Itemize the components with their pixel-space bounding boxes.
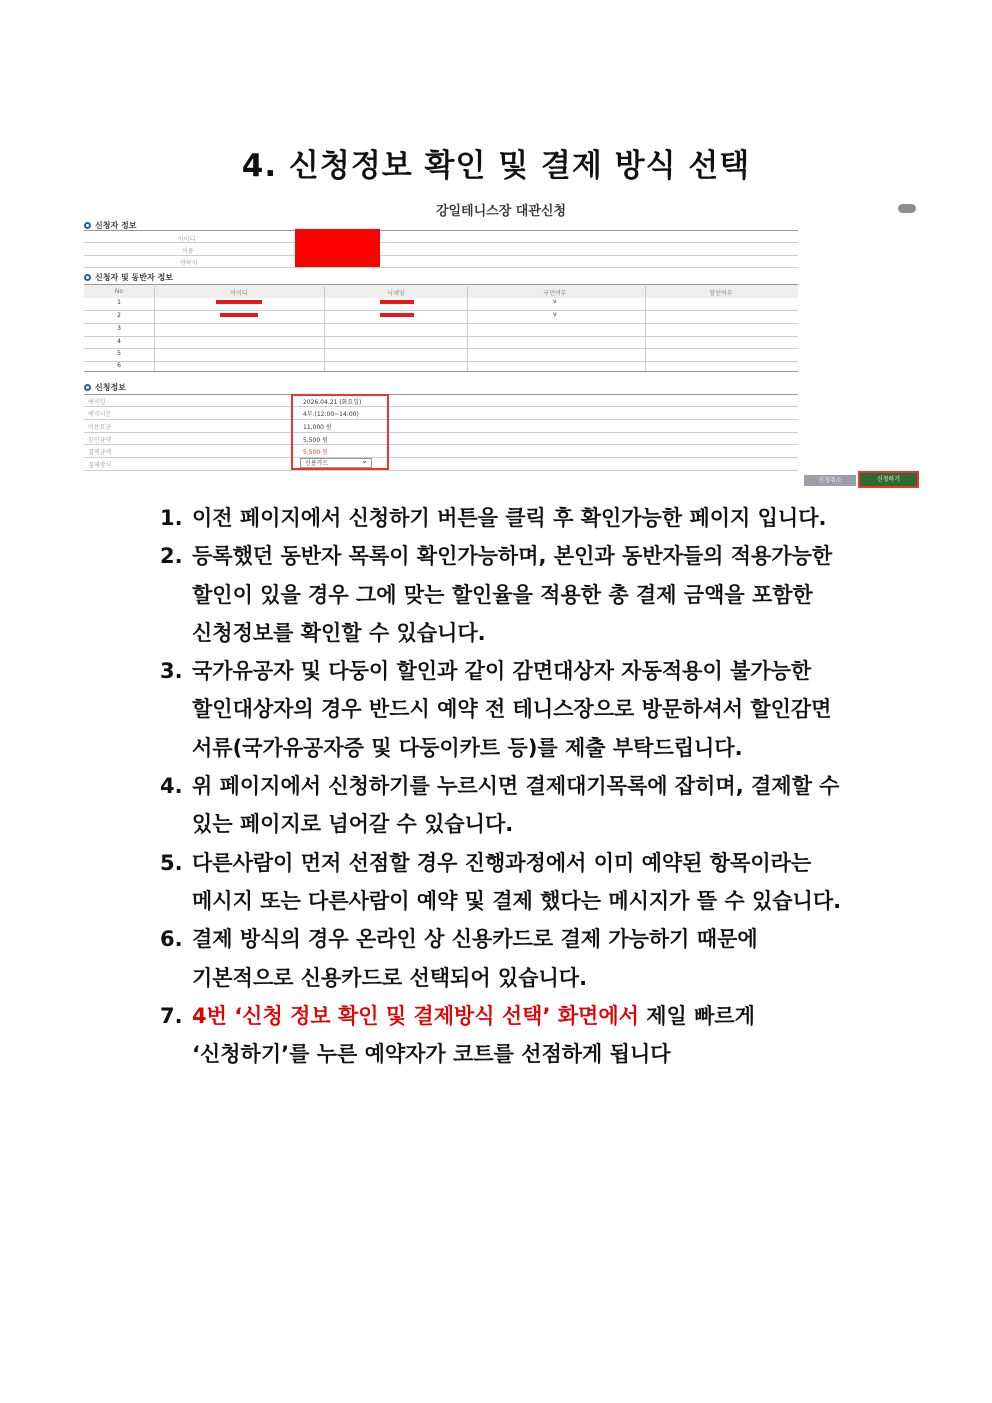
row-no: 2 — [117, 312, 121, 319]
reservation-time: 4부.(12:00~14:00) — [303, 411, 359, 418]
list-item — [160, 537, 940, 652]
item-text: 결제 방식의 경우 온라인 상 신용카드로 결제 가능하기 때문에 — [192, 927, 758, 952]
info-label: 결제금액 — [88, 449, 112, 456]
usage-fee: 11,000 원 — [303, 424, 332, 431]
close-icon[interactable] — [898, 204, 916, 213]
section-companions — [84, 272, 173, 283]
divider — [84, 336, 798, 337]
apply-button[interactable]: 신청하기 — [860, 473, 917, 486]
item-number: 7. — [160, 1003, 183, 1028]
col-divider — [645, 284, 646, 371]
divider — [84, 371, 798, 372]
row-no: 3 — [117, 325, 121, 332]
list-item — [160, 997, 940, 1074]
section-dot-icon — [84, 274, 91, 281]
redacted-nickname — [380, 300, 414, 304]
list-item — [160, 499, 940, 537]
redacted-id — [216, 300, 262, 304]
divider — [84, 310, 798, 311]
section-dot-icon — [84, 222, 91, 229]
highlighted-text: 4번 ‘신청 정보 확인 및 결제방식 선택’ 화면에서 — [192, 1003, 639, 1028]
divider — [84, 444, 798, 445]
field-label-phone: 연락처 — [180, 260, 198, 267]
item-text — [192, 997, 940, 1035]
col-nickname: 닉네임 — [387, 290, 405, 297]
row-no: 4 — [117, 338, 121, 345]
col-divider — [154, 284, 155, 371]
payment-method-select[interactable]: 신용카드 ⌄ — [300, 458, 372, 468]
divider — [84, 419, 798, 420]
col-no: No — [114, 288, 124, 295]
item-text: 기본적으로 신용카드로 선택되어 있습니다. — [192, 965, 588, 990]
list-item — [160, 652, 940, 767]
item-number: 5. — [160, 850, 183, 875]
resident-mark: v — [553, 311, 557, 318]
redacted-nickname — [380, 313, 414, 317]
item-text: 메시지 또는 다른사람이 예약 및 결제 했다는 메시지가 뜰 수 있습니다. — [192, 888, 842, 913]
instruction-list — [160, 499, 940, 1073]
section-label: 신청자 정보 — [95, 221, 137, 230]
section-label: 신청정보 — [95, 383, 126, 392]
divider — [84, 267, 798, 268]
col-discount: 할인여부 — [709, 290, 733, 297]
redacted-id — [220, 313, 258, 317]
info-label: 예약일 — [88, 399, 106, 406]
col-resident: 구민여부 — [543, 290, 567, 297]
row-no: 1 — [117, 299, 121, 306]
item-text: 이전 페이지에서 신청하기 버튼을 클릭 후 확인가능한 페이지 입니다. — [192, 506, 827, 530]
divider — [84, 457, 798, 458]
item-text-rest: 제일 빠르게 — [638, 1003, 755, 1028]
section-application — [84, 382, 126, 393]
item-text: 등록했던 동반자 목록이 확인가능하며, 본인과 동반자들의 적용가능한 — [192, 544, 833, 569]
redacted-applicant-info — [295, 229, 380, 267]
resident-mark: v — [553, 298, 557, 305]
list-item — [160, 920, 940, 997]
item-text: 있는 페이지로 넘어갈 수 있습니다. — [192, 812, 514, 837]
divider — [84, 230, 798, 231]
item-text: 다른사람이 먼저 선점할 경우 진행과정에서 이미 예약된 항목이라는 — [192, 850, 812, 875]
divider — [84, 432, 798, 433]
item-text: 할인이 있을 경우 그에 맞는 할인율을 적용한 총 결제 금액을 포함한 — [192, 582, 813, 607]
row-no: 6 — [117, 362, 121, 369]
list-item — [160, 767, 940, 844]
section-label: 신청자 및 동반자 정보 — [95, 273, 173, 282]
info-label: 결제방식 — [88, 462, 112, 469]
item-text: 할인대상자의 경우 반드시 예약 전 테니스장으로 방문하셔서 할인감면 — [192, 697, 832, 722]
divider — [84, 255, 798, 256]
col-divider — [324, 284, 325, 371]
field-label-id: 아이디 — [178, 236, 196, 243]
companion-table-header — [84, 284, 798, 298]
divider — [84, 470, 798, 471]
list-item — [160, 844, 940, 921]
divider — [84, 406, 798, 407]
field-label-name: 이름 — [182, 248, 194, 255]
reservation-date: 2026.04.21 (화요일) — [303, 399, 362, 406]
info-label: 예약시간 — [88, 411, 112, 418]
col-divider — [467, 284, 468, 371]
item-text: ‘신청하기’를 누른 예약자가 코트를 선점하게 됩니다 — [192, 1042, 671, 1067]
divider — [84, 394, 798, 395]
discount-amount: 5,500 원 — [303, 437, 328, 444]
item-number: 1. — [160, 506, 183, 530]
page-title: 4. 신청정보 확인 및 결제 방식 선택 — [241, 148, 751, 184]
divider — [84, 348, 798, 349]
item-text: 신청정보를 확인할 수 있습니다. — [192, 620, 486, 645]
item-number: 3. — [160, 659, 183, 684]
item-text: 위 페이지에서 신청하기를 누르시면 결제대기목록에 잡히며, 결제할 수 — [192, 774, 840, 799]
item-text: 국가유공자 및 다둥이 할인과 같이 감면대상자 자동적용이 불가능한 — [192, 659, 812, 684]
item-number: 6. — [160, 927, 183, 952]
col-id: 아이디 — [230, 290, 248, 297]
application-screenshot — [84, 196, 918, 488]
divider — [84, 323, 798, 324]
info-label: 할인금액 — [88, 437, 112, 444]
payment-amount: 5,500 원 — [303, 449, 328, 456]
screenshot-title: 강일테니스장 대관신청 — [435, 204, 567, 219]
info-label: 이용요금 — [88, 424, 112, 431]
section-dot-icon — [84, 384, 91, 391]
item-text: 서류(국가유공자증 및 다둥이카트 등)를 제출 부탁드립니다. — [192, 735, 743, 760]
item-number: 4. — [160, 774, 183, 799]
cancel-button[interactable]: 신청취소 — [804, 475, 856, 486]
divider — [84, 361, 798, 362]
item-number: 2. — [160, 544, 183, 569]
row-no: 5 — [117, 350, 121, 357]
